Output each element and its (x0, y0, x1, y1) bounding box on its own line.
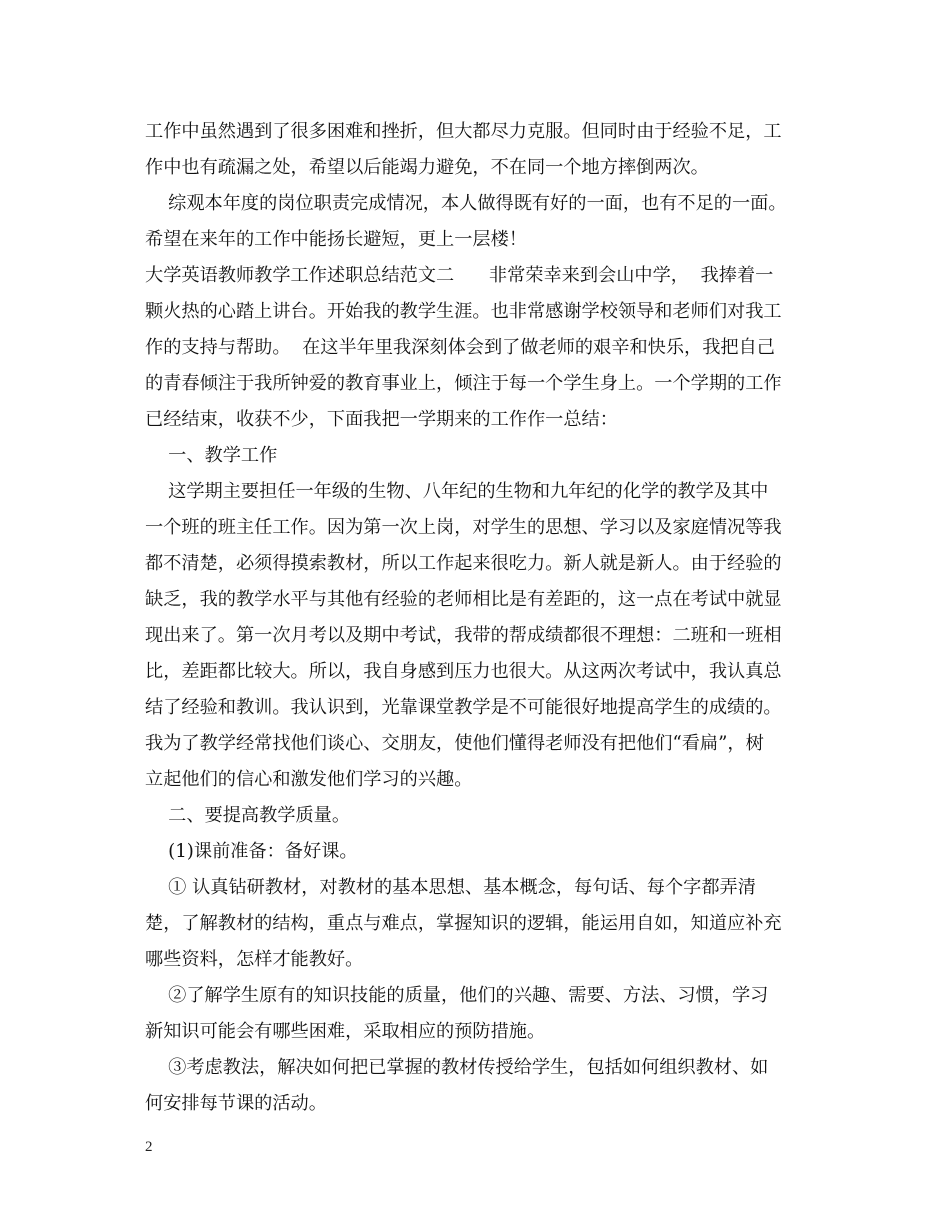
section-heading: 一、教学工作 (145, 445, 278, 466)
text-line: 作中也有疏漏之处，希望以后能竭力避免，不在同一个地方摔倒两次。 (145, 157, 709, 178)
text-line: 现出来了。第一次月考以及期中考试，我带的帮成绩都很不理想：二班和一班相 (145, 625, 782, 646)
text-line: 结了经验和教训。我认识到，光靠课堂教学是不可能很好地提高学生的成绩的。 (145, 697, 782, 718)
text-line: 立起他们的信心和激发他们学习的兴趣。 (145, 769, 473, 790)
text-line: 这学期主要担任一年级的生物、八年纪的生物和九年纪的化学的教学及其中 (145, 481, 769, 502)
text-line: ① 认真钻研教材，对教材的基本思想、基本概念，每句话、每个字都弄清 (145, 877, 756, 898)
text-line: 作的支持与帮助。 在这半年里我深刻体会到了做老师的艰辛和快乐，我把自己 (145, 337, 775, 358)
text-line: 新知识可能会有哪些困难，采取相应的预防措施。 (145, 1021, 546, 1042)
text-line: 的青春倾注于我所钟爱的教育事业上，倾注于每一个学生身上。一个学期的工作 (145, 373, 782, 394)
text-line: 希望在来年的工作中能扬长避短，更上一层楼！ (145, 229, 527, 250)
text-line: 比，差距都比较大。所以，我自身感到压力也很大。从这两次考试中，我认真总 (145, 661, 782, 682)
page-number: 2 (145, 1139, 153, 1155)
subsection-heading: (1)课前准备：备好课。 (145, 841, 358, 862)
text-line: 已经结束，收获不少，下面我把一学期来的工作作一总结： (145, 409, 618, 430)
text-line: 我为了教学经常找他们谈心、交朋友，使他们懂得老师没有把他们“看扁”，树 (145, 733, 764, 754)
text-line: 一个班的班主任工作。因为第一次上岗，对学生的思想、学习以及家庭情况等我 (145, 517, 782, 538)
text-line: 哪些资料，怎样才能教好。 (145, 949, 364, 970)
text-line: 楚，了解教材的结构，重点与难点，掌握知识的逻辑，能运用自如，知道应补充 (145, 913, 782, 934)
text-line: ②了解学生原有的知识技能的质量，他们的兴趣、需要、方法、习惯，学习 (145, 985, 769, 1006)
text-line: 缺乏，我的教学水平与其他有经验的老师相比是有差距的，这一点在考试中就显 (145, 589, 782, 610)
text-line: 颗火热的心踏上讲台。开始我的教学生涯。也非常感谢学校领导和老师们对我工 (145, 301, 782, 322)
text-line: 都不清楚，必须得摸索教材，所以工作起来很吃力。新人就是新人。由于经验的 (145, 553, 782, 574)
text-line: 综观本年度的岗位职责完成情况，本人做得既有好的一面，也有不足的一面。 (145, 193, 787, 214)
text-line: 何安排每节课的活动。 (145, 1093, 327, 1114)
text-line: 工作中虽然遇到了很多困难和挫折，但大都尽力克服。但同时由于经验不足，工 (145, 121, 782, 142)
section-heading: 二、要提高教学质量。 (145, 805, 351, 826)
text-line: ③考虑教法，解决如何把已掌握的教材传授给学生，包括如何组织教材、如 (145, 1057, 769, 1078)
text-line: 大学英语教师教学工作述职总结范文二 非常荣幸来到会山中学， 我捧着一 (145, 265, 774, 286)
